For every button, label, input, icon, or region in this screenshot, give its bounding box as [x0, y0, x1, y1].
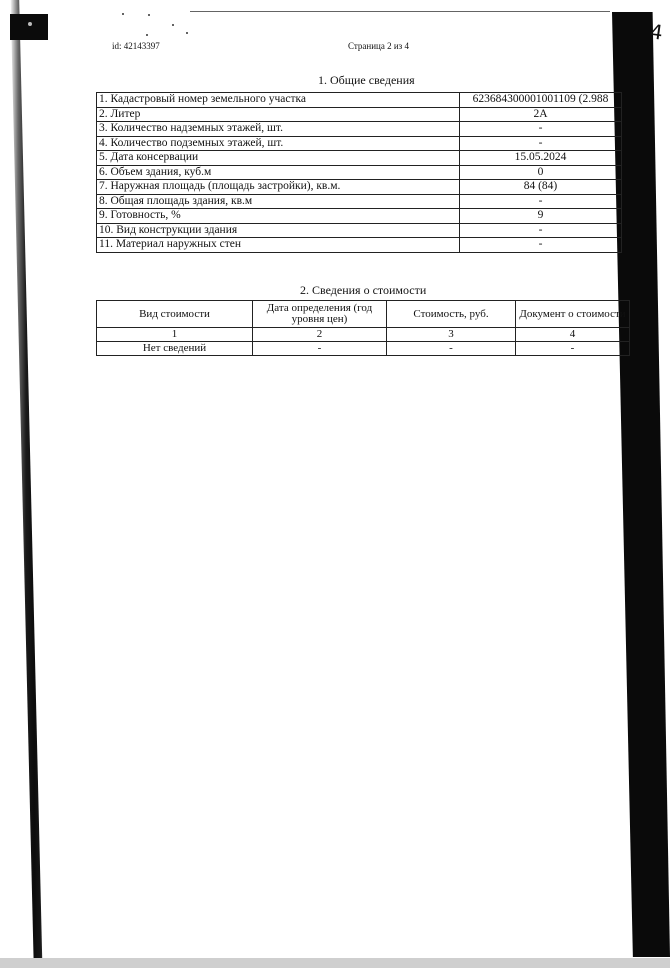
cost-info-table: [96, 300, 630, 356]
row-label: 8. Общая площадь здания, кв.м: [97, 194, 460, 209]
column-header: Стоимость, руб.: [387, 301, 516, 328]
column-number: 1: [97, 328, 253, 342]
table-row: [97, 151, 622, 166]
row-value: 15.05.2024: [460, 151, 622, 166]
scan-speck: [186, 32, 188, 34]
table-row: [97, 223, 622, 238]
column-number-row: [97, 328, 630, 342]
row-label: 4. Количество подземных этажей, шт.: [97, 136, 460, 151]
row-label: 5. Дата консервации: [97, 151, 460, 166]
row-value: -: [460, 194, 622, 209]
column-number: 2: [253, 328, 387, 342]
row-label: 2. Литер: [97, 107, 460, 122]
row-value: 623684300001001109 (2.988: [460, 93, 622, 108]
row-value: -: [460, 223, 622, 238]
column-header: Документ о стоимости: [516, 301, 630, 328]
table-row: [97, 93, 622, 108]
row-value: 84 (84): [460, 180, 622, 195]
table-row: [97, 209, 622, 224]
column-header: Вид стоимости: [97, 301, 253, 328]
table-header-row: [97, 301, 630, 328]
scan-corner-dot: [28, 22, 32, 26]
section-title-cost: 2. Сведения о стоимости: [300, 283, 427, 297]
row-label: 9. Готовность, %: [97, 209, 460, 224]
row-value: -: [460, 122, 622, 137]
scan-speck: [172, 24, 174, 26]
scan-speck: [146, 34, 148, 36]
row-label: 10. Вид конструкции здания: [97, 223, 460, 238]
row-label: 11. Материал наружных стен: [97, 238, 460, 253]
column-number: 4: [516, 328, 630, 342]
edge-page-mark: 4: [648, 19, 665, 45]
scan-corner-mark: [10, 14, 48, 40]
scan-shadow-left: [0, 0, 48, 960]
scan-speck: [122, 13, 124, 15]
row-label: 1. Кадастровый номер земельного участка: [97, 93, 460, 108]
row-label: 3. Количество надземных этажей, шт.: [97, 122, 460, 137]
table-cell: -: [253, 342, 387, 356]
column-header: Дата определения (год уровня цен): [253, 301, 387, 328]
section-title-general: 1. Общие сведения: [318, 73, 415, 87]
table-row: [97, 122, 622, 137]
table-cell: -: [387, 342, 516, 356]
scan-speck: [148, 14, 150, 16]
general-info-table: [96, 92, 622, 253]
row-label: 7. Наружная площадь (площадь застройки), кв.м.: [97, 180, 460, 195]
table-cell: -: [516, 342, 630, 356]
table-row: [97, 342, 630, 356]
page-number: Страница 2 из 4: [348, 41, 409, 51]
table-row: [97, 165, 622, 180]
table-row: [97, 238, 622, 253]
row-value: 9: [460, 209, 622, 224]
table-row: [97, 194, 622, 209]
row-value: -: [460, 238, 622, 253]
document-id: id: 42143397: [112, 41, 160, 51]
table-row: [97, 180, 622, 195]
table-row: [97, 107, 622, 122]
row-label: 6. Объем здания, куб.м: [97, 165, 460, 180]
row-value: 2А: [460, 107, 622, 122]
scan-bottom-edge: [0, 958, 670, 968]
table-row: [97, 136, 622, 151]
scan-top-line: [190, 11, 610, 12]
row-value: -: [460, 136, 622, 151]
column-number: 3: [387, 328, 516, 342]
table-cell: Нет сведений: [97, 342, 253, 356]
row-value: 0: [460, 165, 622, 180]
